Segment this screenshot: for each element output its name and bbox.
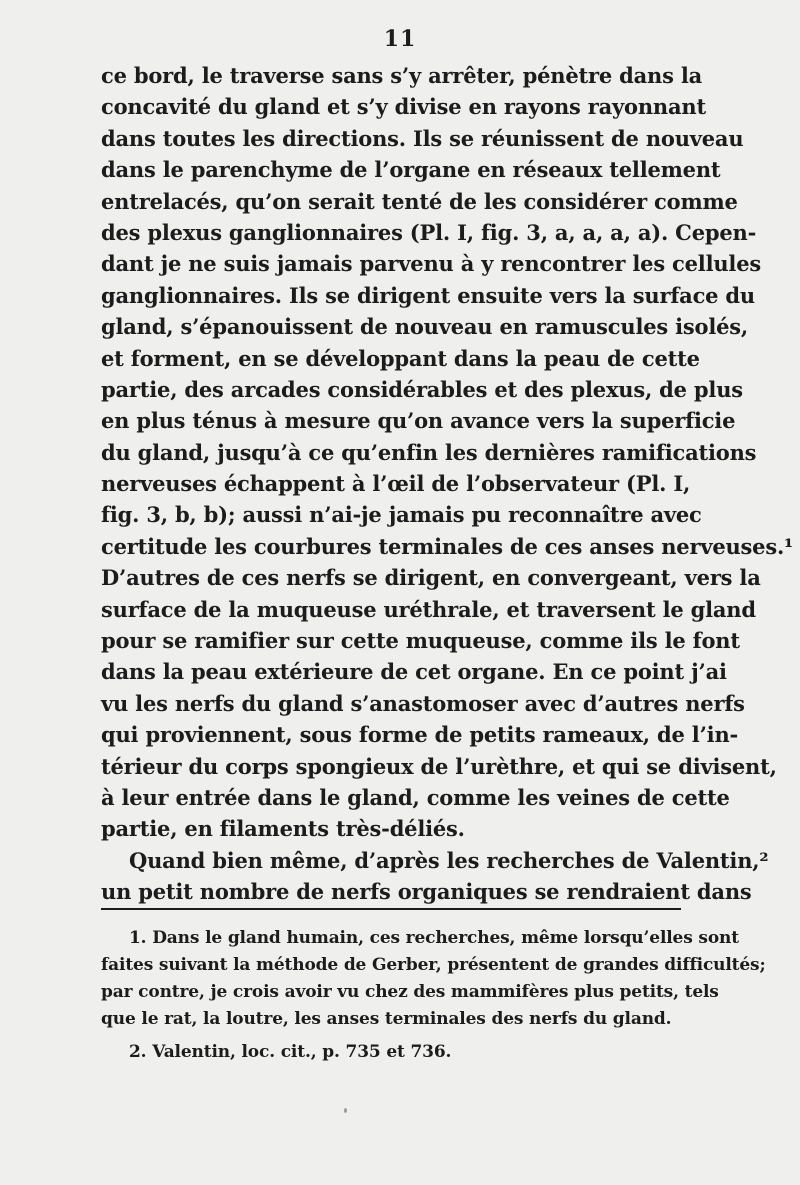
body-line: dans le parenchyme de l’organe en réseaux tellement (101, 157, 721, 183)
footnote-line: 2. Valentin, loc. cit., p. 735 et 736. (129, 1042, 452, 1062)
body-line: du gland, jusqu’à ce qu’enfin les dernières ramifications (101, 439, 757, 465)
body-line: certitude les courbures terminales de ces anses nerveuses.¹ (101, 533, 794, 559)
body-line: à leur entrée dans le gland, comme les veines de cette (101, 784, 730, 810)
body-line: gland, s’épanouissent de nouveau en ramuscules isolés, (101, 314, 749, 340)
body-line: dans toutes les directions. Ils se réunissent de nouveau (101, 125, 744, 151)
body-line: et forment, en se développant dans la peau de cette (101, 345, 700, 371)
body-line: qui proviennent, sous forme de petits rameaux, de l’in- (101, 722, 739, 748)
body-line: dant je ne suis jamais parvenu à y rencontrer les cellules (101, 251, 761, 277)
body-line: surface de la muqueuse uréthrale, et traversent le gland (101, 596, 756, 622)
body-line: partie, des arcades considérables et des plexus, de plus (101, 376, 743, 402)
footnote-line: par contre, je crois avoir vu chez des mammifères plus petits, tels (101, 982, 719, 1002)
body-line: en plus ténus à mesure qu’on avance vers la superficie (101, 408, 736, 434)
footnote-divider (101, 908, 681, 910)
main-text-block (101, 60, 794, 908)
footnotes-block (101, 925, 766, 1066)
paper-speck (344, 1108, 347, 1113)
footnote-line: 1. Dans le gland humain, ces recherches, même lorsqu’elles sont (129, 928, 739, 948)
body-line: des plexus ganglionnaires (Pl. I, fig. 3, a, a, a, a). Cepen- (101, 219, 757, 245)
body-line: Quand bien même, d’après les recherches de Valentin,² (129, 847, 769, 873)
footnote-line: que le rat, la loutre, les anses terminales des nerfs du gland. (101, 1009, 672, 1029)
body-line: fig. 3, b, b); aussi n’ai-je jamais pu reconnaître avec (101, 502, 702, 528)
body-line: pour se ramifier sur cette muqueuse, comme ils le font (101, 628, 740, 654)
body-line: concavité du gland et s’y divise en rayons rayonnant (101, 94, 706, 120)
body-line: vu les nerfs du gland s’anastomoser avec d’autres nerfs (101, 690, 745, 716)
page-number: 11 (383, 26, 417, 52)
body-line: térieur du corps spongieux de l’urèthre, et qui se divisent, (101, 753, 777, 779)
body-line: entrelacés, qu’on serait tenté de les considérer comme (101, 188, 738, 214)
body-line: ganglionnaires. Ils se dirigent ensuite vers la surface du (101, 282, 755, 308)
footnote-line: faites suivant la méthode de Gerber, présentent de grandes difficultés; (101, 955, 766, 975)
body-line: un petit nombre de nerfs organiques se rendraient dans (101, 879, 752, 905)
body-line: ce bord, le traverse sans s’y arrêter, pénètre dans la (101, 63, 703, 88)
body-line: partie, en filaments très-déliés. (101, 816, 465, 842)
body-line: dans la peau extérieure de cet organe. En ce point j’ai (101, 659, 727, 685)
body-line: D’autres de ces nerfs se dirigent, en convergeant, vers la (101, 565, 761, 591)
body-line: nerveuses échappent à l’œil de l’observateur (Pl. I, (101, 471, 691, 497)
